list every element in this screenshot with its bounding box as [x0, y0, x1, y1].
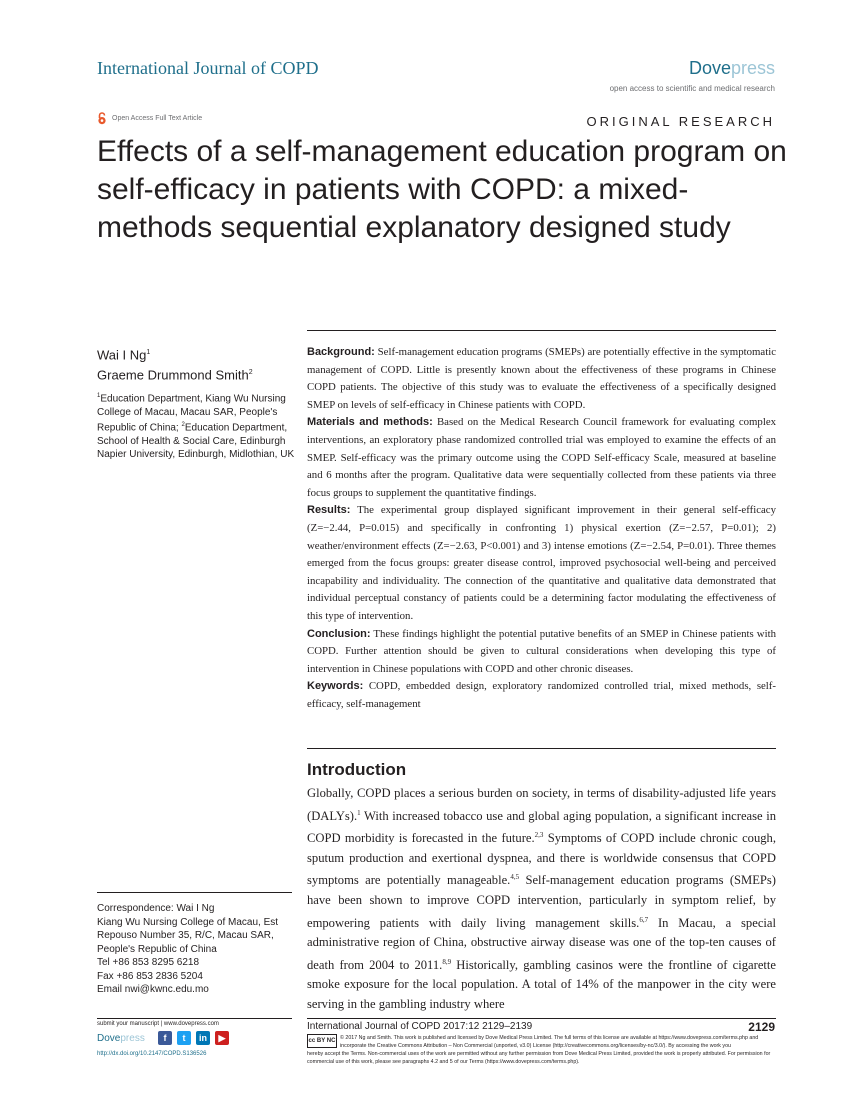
divider	[97, 892, 292, 893]
reference[interactable]: 8,9	[442, 957, 452, 966]
submit-manuscript-link[interactable]: submit your manuscript | www.dovepress.com	[97, 1021, 219, 1027]
section-label: Background:	[307, 346, 375, 358]
correspondence-label: Correspondence: Wai I Ng	[97, 903, 215, 914]
brand-dove: Dove	[688, 58, 731, 78]
telephone: Tel +86 853 8295 6218	[97, 957, 200, 968]
affiliations	[97, 390, 297, 462]
abstract-keywords	[307, 678, 776, 713]
youtube-icon[interactable]: ▶	[215, 1031, 229, 1045]
brand-press: press	[730, 58, 775, 78]
reference[interactable]: 2,3	[534, 831, 544, 840]
affil-sup: 1	[97, 393, 101, 399]
section-text: The experimental group displayed significant improvement in their general self-efficacy (Z=−2.44, P=0.015) and specifically in confronting 1) physical exertion (Z=−2.57, P=0.01); 2) weather/environment effects (Z=−2.63, P<0.001) and 3) intense emotions (Z=−2.54, P=0.01). Three themes emerged from the focus groups: greater disease control, improved psychosocial well-being and perceived incapability and individuality. The connection of the quantitative and qualitative data demonstrated that individual perceptual constancy of patients could be a determining factor modulating the effectiveness of this type of intervention.	[307, 504, 776, 622]
section-label: Materials and methods:	[307, 416, 433, 429]
facebook-icon[interactable]: f	[158, 1031, 172, 1045]
intro-text: Self-management education programs (SMEPs) have been shown to improve COPD intervention, particularly in symptom relief, by empowering patients with daily living management skills.	[307, 873, 777, 930]
footer-dovepress-logo[interactable]	[97, 1033, 145, 1044]
introduction-paragraph	[307, 784, 776, 1014]
open-access-badge	[97, 112, 202, 125]
fax: Fax +86 853 2836 5204	[97, 970, 203, 982]
affiliation-2: Education Department, School of Health & Social Care, Edinburgh Napier University, Edinburgh, Midlothian, UK	[97, 422, 295, 461]
divider	[307, 748, 776, 749]
intro-text: Globally, COPD places a serious burden on society, in terms of disability-adjusted life years (DALYs).	[307, 786, 776, 823]
section-label: Results:	[307, 504, 351, 517]
section-text: These findings highlight the potential putative benefits of an SMEP in Chinese patients with COPD. Further attention should be given to cultural considerations when developing this type of intervention in Chinese populations with COPD and other chronic diseases.	[307, 627, 776, 675]
address-line: Repouso Number 35, R/C, Macau SAR,	[97, 930, 274, 941]
tagline: open access to scientific and medical research	[609, 84, 775, 93]
address-line: People's Republic of China	[97, 943, 217, 955]
email[interactable]: Email nwi@kwnc.edu.mo	[97, 984, 209, 995]
page-number: 2129	[748, 1020, 775, 1034]
reference[interactable]: 1	[357, 808, 361, 817]
reference[interactable]: 4,5	[510, 873, 520, 882]
open-access-icon	[97, 112, 107, 125]
divider	[97, 1018, 292, 1019]
affiliation-1: Education Department, Kiang Wu Nursing College of Macau, Macau SAR, People's Republic of China;	[97, 393, 286, 434]
doi-link[interactable]: http://dx.doi.org/10.2147/COPD.S136526	[97, 1051, 207, 1057]
author-sup: 1	[146, 349, 151, 356]
abstract-background	[307, 344, 776, 414]
author-sup: 2	[248, 369, 253, 377]
intro-text: With increased tobacco use and global aging population, a significant increase in COPD morbidity is forecasted in the future.	[307, 808, 776, 846]
authors	[97, 344, 253, 385]
abstract-methods	[307, 414, 776, 502]
author-name: Graeme Drummond Smith	[97, 367, 249, 383]
linkedin-icon[interactable]: in	[196, 1031, 210, 1045]
reference[interactable]: 6,7	[639, 915, 649, 924]
section-heading: Introduction	[307, 760, 407, 779]
divider	[307, 1018, 776, 1019]
intro-text: Symptoms of COPD include chronic cough, sputum production and exertional dyspnea, and there is worldwide consensus that COPD symptoms are potentially manageable.	[307, 831, 777, 888]
section-text: COPD, embedded design, exploratory randomized controlled trial, mixed methods, self-efficacy, self-management	[307, 680, 776, 710]
dovepress-logo[interactable]	[689, 58, 775, 79]
article-category: ORIGINAL RESEARCH	[586, 114, 775, 129]
license-text: hereby accept the Terms. Non-commercial uses of the work are permitted without any further permission from Dove Medical Press Limited, provided the work is properly attributed. For permission for commercial use of this work, please see paragraphs 4.2 and 5 of our Terms (https://www.dovepress.com/terms.php).	[307, 1051, 771, 1065]
open-access-label: Open Access Full Text Article	[112, 115, 203, 122]
social-links	[158, 1031, 229, 1045]
cc-license-icon[interactable]: cc BY NC	[307, 1034, 337, 1048]
address-line: Kiang Wu Nursing College of Macau, Est	[97, 916, 279, 928]
correspondence	[97, 902, 297, 997]
license-text: © 2017 Ng and Smith. This work is published and licensed by Dove Medical Press Limited. The full terms of this license are available at https://www.dovepress.com/terms.php and incorporate the Creative Commons Attribution – Non Commercial (unported, v3.0) License (http://creativecommons.org/licenses/by-nc/3.0/). By accessing the work you	[340, 1035, 759, 1049]
intro-text: Historically, gambling casinos were the frontline of cigarette smoke exposure for the local population. A total of 14% of the manpower in the city were serving in the gambling industry where	[307, 957, 776, 1011]
author-name: Wai I Ng	[97, 347, 147, 363]
section-label: Conclusion:	[307, 627, 371, 640]
abstract	[307, 344, 776, 713]
citation: International Journal of COPD 2017:12 2129–2139	[307, 1021, 533, 1032]
brand-dove: Dove	[97, 1033, 121, 1044]
journal-name: International Journal of COPD	[97, 58, 319, 78]
section-label: Keywords:	[307, 680, 364, 693]
intro-text: In Macau, a special administrative region of China, obstructive airway disease was one of the top-ten causes of death from 2004 to 2011.	[307, 915, 776, 972]
brand-press: press	[120, 1033, 145, 1044]
abstract-results	[307, 502, 776, 625]
affil-sup: 2	[181, 422, 185, 429]
twitter-icon[interactable]: t	[177, 1031, 191, 1045]
abstract-conclusion	[307, 626, 776, 679]
article-title: Effects of a self-management education program on self-efficacy in patients with COPD: a mixed-methods sequential explanatory designed study	[97, 135, 787, 244]
divider	[307, 330, 776, 331]
section-text: Based on the Medical Research Council framework for evaluating complex interventions, an exploratory phase randomized controlled trial was employed to examine the effects of an SMEP. Self-efficacy was the primary outcome using the COPD Self-efficacy Scale, measured at baseline and 6 months after the program. Qualitative data were sequentially collected from these patients via three focus groups to supplement the quantitative findings.	[307, 416, 777, 499]
section-text: Self-management education programs (SMEPs) are potentially effective in the symptomatic management of COPD. Little is presently known about the effectiveness of these programs in Chinese COPD patients. The objective of this study was to evaluate the effectiveness of a specifically designed SMEP on levels of self-efficacy in Chinese patients with COPD.	[307, 346, 776, 411]
